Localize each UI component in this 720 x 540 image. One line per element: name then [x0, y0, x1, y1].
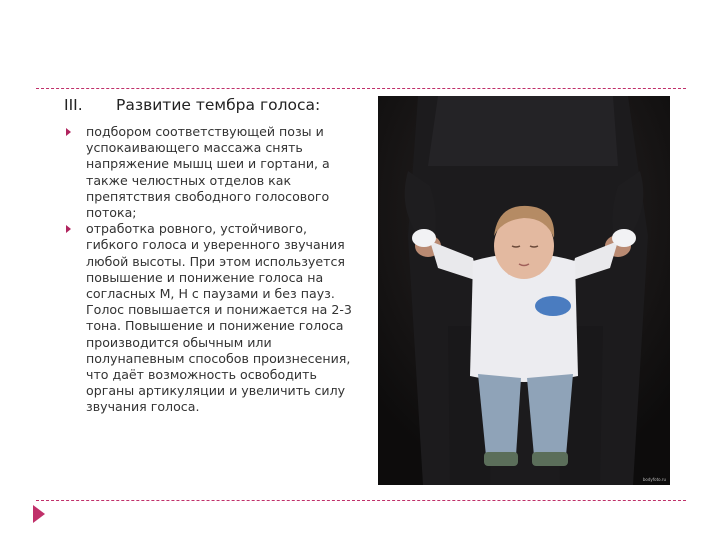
slide-heading: [64, 96, 320, 114]
triangle-next-icon[interactable]: [33, 505, 45, 523]
section-number: III.: [64, 96, 83, 114]
top-divider: [36, 88, 686, 89]
child-photo: [378, 96, 670, 485]
bullet-item-posture: [66, 124, 356, 221]
slide-title: Развитие тембра голоса:: [116, 96, 321, 114]
triangle-bullet-icon: [66, 128, 71, 136]
bottom-divider: [36, 500, 686, 501]
child-photo-illustration: [378, 96, 670, 485]
bullet-text: отработка ровного, устойчивого, гибкого голоса и уверенного звучания любой высоты. При этом используется повышение и понижение голоса на согласных М, Н с паузами и без пауз. Голос повышается и понижается на 2-3 тона. Повышение и понижение голоса производится обычным или полунапевным способов произнесения, что даёт возможность освободить органы артикуляции и увеличить силу звучания голоса.: [86, 221, 352, 415]
bullet-list: [66, 124, 356, 416]
bullet-item-voice: [66, 221, 356, 415]
bullet-text: подбором соответствующей позы и успокаивающего массажа снять напряжение мышц шеи и гортани, а также челюстных отделов как препятствия свободного голосового потока;: [86, 124, 330, 221]
triangle-bullet-icon: [66, 225, 71, 233]
photo-watermark: bodyfoto.ru: [642, 477, 666, 482]
